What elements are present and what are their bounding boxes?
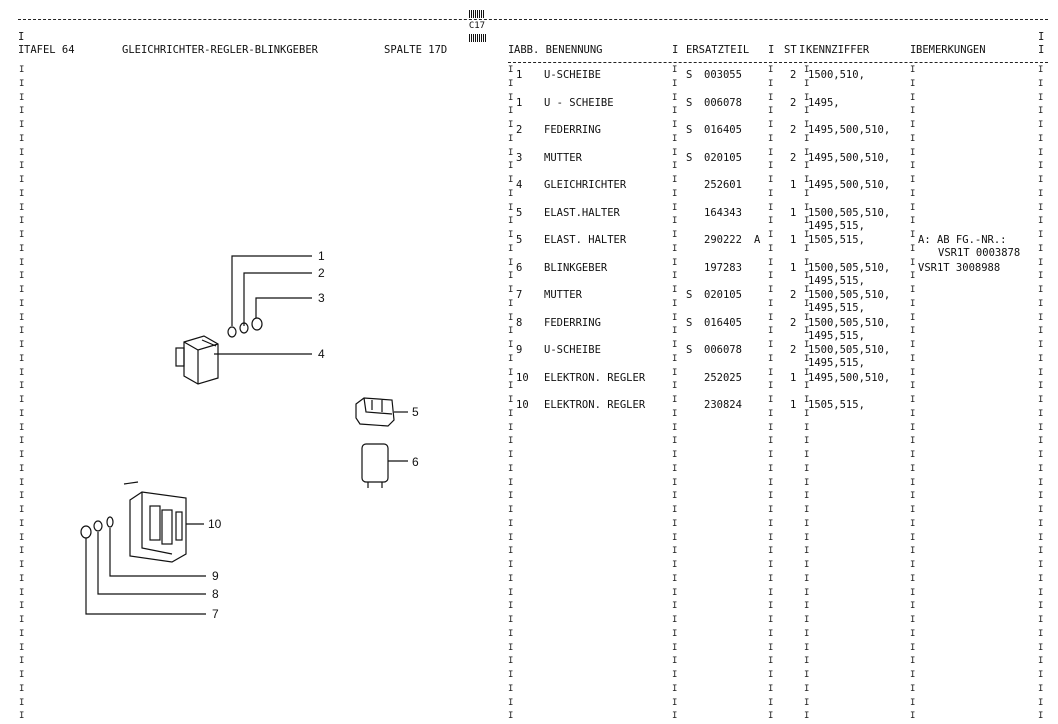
- part-number: 197283: [704, 261, 742, 274]
- part-number: 020105: [704, 151, 742, 164]
- part-number: 006078: [704, 344, 742, 356]
- abb-nr: 4: [516, 179, 523, 191]
- benennung: ELAST. HALTER: [544, 234, 627, 246]
- quantity: 1: [790, 371, 797, 384]
- rule-st: I I I I I I I I I I I I I I I I I I I I I I I I I I I I I I I I I I I I I I I I I I I I I I I I: [768, 65, 774, 722]
- kennziffer-1: 1500,505,510,: [808, 261, 891, 274]
- kennziffer-1: 1505,515,: [808, 234, 865, 246]
- kennziffer-1: 1495,500,510,: [808, 179, 891, 191]
- abb-nr: 1: [516, 96, 523, 109]
- col-header-ersatzteil: ERSATZTEIL: [686, 44, 750, 56]
- part-prefix: S: [686, 151, 693, 164]
- rule-left-edge: I I I I I I I I I I I I I I I I I I I I I I I I I I I I I I I I I I I I I I I I I I I I I I I I: [19, 65, 25, 722]
- quantity: 2: [790, 289, 797, 301]
- page-title: GLEICHRICHTER-REGLER-BLINKGEBER: [122, 44, 318, 56]
- page-marker-text: C17: [468, 21, 486, 31]
- kennziffer-1: 1495,500,510,: [808, 151, 891, 164]
- bemerkung-1: A: AB FG.-NR.:: [918, 234, 1007, 246]
- kennziffer-1: 1500,505,510,: [808, 344, 891, 356]
- quantity: 1: [790, 261, 797, 274]
- kennziffer-1: 1495,500,510,: [808, 124, 891, 136]
- part-prefix: S: [686, 289, 693, 301]
- benennung: BLINKGEBER: [544, 261, 608, 274]
- abb-nr: 10: [516, 399, 529, 411]
- kennziffer-1: 1500,505,510,: [808, 206, 891, 219]
- bemerkung-2: VSR1T 0003878: [938, 247, 1021, 259]
- kennziffer-1: 1495,500,510,: [808, 371, 891, 384]
- abb-nr: 7: [516, 289, 523, 301]
- rule-bemerkungen: I I I I I I I I I I I I I I I I I I I I I I I I I I I I I I I I I I I I I I I I I I I I I I I I: [910, 65, 916, 722]
- col-sep-ersatzteil: I: [672, 44, 679, 56]
- leader-line-8: [98, 532, 206, 594]
- benennung: FEDERRING: [544, 124, 601, 136]
- kennziffer-1: 1500,505,510,: [808, 289, 891, 301]
- nut-3-icon: [252, 318, 262, 330]
- label-7: 7: [212, 607, 219, 621]
- label-10: 10: [208, 517, 222, 531]
- part-number: 006078: [704, 96, 742, 109]
- right-marker: I: [1038, 31, 1045, 43]
- flasher-6-icon: [362, 444, 388, 488]
- leader-line-9: [110, 528, 206, 576]
- label-5: 5: [412, 405, 419, 419]
- part-number: 020105: [704, 289, 742, 301]
- quantity: 2: [790, 316, 797, 329]
- col-header-abb-benennung: ABB. BENENNUNG: [514, 44, 603, 56]
- quantity: 1: [790, 399, 797, 411]
- header-left-bar: I: [18, 44, 25, 56]
- col-sep-abb: I: [508, 44, 515, 56]
- kennziffer-1: 1505,515,: [808, 399, 865, 411]
- label-3: 3: [318, 291, 325, 305]
- quantity: 1: [790, 179, 797, 191]
- bemerkung-1: VSR1T 3008988: [918, 261, 1001, 274]
- abb-nr: 3: [516, 151, 523, 164]
- label-6: 6: [412, 455, 419, 469]
- abb-nr: 6: [516, 261, 523, 274]
- abb-nr: 9: [516, 344, 523, 356]
- benennung: MUTTER: [544, 289, 582, 301]
- benennung: ELEKTRON. REGLER: [544, 399, 646, 411]
- abb-nr: 8: [516, 316, 523, 329]
- benennung: MUTTER: [544, 151, 582, 164]
- part-number: 252025: [704, 371, 742, 384]
- quantity: 2: [790, 69, 797, 81]
- col-sep-bemerkungen: I: [910, 44, 917, 56]
- col-sep-kennziffer: I: [799, 44, 806, 56]
- spring-washer-8-icon: [94, 521, 102, 531]
- label-1: 1: [318, 249, 325, 263]
- part-number: 016405: [704, 124, 742, 136]
- part-number: 290222: [704, 234, 742, 246]
- part-prefix: S: [686, 344, 693, 356]
- spalte-number: SPALTE 17D: [384, 44, 448, 56]
- quantity: 2: [790, 151, 797, 164]
- part-number: 230824: [704, 399, 742, 411]
- benennung: U-SCHEIBE: [544, 344, 601, 356]
- part-mark: A: [754, 234, 761, 246]
- abb-nr: 1: [516, 69, 523, 81]
- kennziffer-1: 1500,510,: [808, 69, 865, 81]
- label-9: 9: [212, 569, 219, 583]
- part-number: 252601: [704, 179, 742, 191]
- benennung: GLEICHRICHTER: [544, 179, 627, 191]
- part-number: 003055: [704, 69, 742, 81]
- nut-7-icon: [81, 526, 91, 538]
- abb-nr: 2: [516, 124, 523, 136]
- part-number: 016405: [704, 316, 742, 329]
- part-number: 164343: [704, 206, 742, 219]
- rule-abb: I I I I I I I I I I I I I I I I I I I I I I I I I I I I I I I I I I I I I I I I I I I I I I I I: [508, 65, 514, 722]
- left-marker: I: [18, 31, 25, 43]
- kennziffer-2: 1495,515,: [808, 357, 865, 369]
- col-header-kennziffer: KENNZIFFER: [806, 44, 870, 56]
- kennziffer-1: 1495,: [808, 96, 840, 109]
- washer-9-icon: [107, 517, 113, 527]
- quantity: 2: [790, 96, 797, 109]
- regulator-10-icon: [130, 492, 186, 562]
- benennung: ELAST.HALTER: [544, 206, 620, 219]
- washer-1-icon: [228, 327, 236, 337]
- label-4: 4: [318, 347, 325, 361]
- header-right-bar: I: [1038, 44, 1045, 56]
- part-prefix: S: [686, 124, 693, 136]
- benennung: FEDERRING: [544, 316, 601, 329]
- tafel-number: TAFEL 64: [24, 44, 75, 56]
- rectifier-4-icon: [176, 336, 218, 384]
- kennziffer-2: 1495,515,: [808, 219, 865, 232]
- quantity: 2: [790, 124, 797, 136]
- kennziffer-1: 1500,505,510,: [808, 316, 891, 329]
- col-header-st: ST: [784, 44, 797, 56]
- part-prefix: S: [686, 316, 693, 329]
- abb-nr: 5: [516, 206, 523, 219]
- label-8: 8: [212, 587, 219, 601]
- leader-line-2: [244, 273, 312, 326]
- col-header-bemerkungen: BEMERKUNGEN: [916, 44, 986, 56]
- quantity: 2: [790, 344, 797, 356]
- label-2: 2: [318, 266, 325, 280]
- abb-nr: 10: [516, 371, 529, 384]
- part-prefix: S: [686, 96, 693, 109]
- kennziffer-2: 1495,515,: [808, 329, 865, 342]
- rule-kennziffer: I I I I I I I I I I I I I I I I I I I I I I I I I I I I I I I I I I I I I I I I I I I I I I I I: [804, 65, 810, 722]
- quantity: 1: [790, 206, 797, 219]
- abb-nr: 5: [516, 234, 523, 246]
- kennziffer-2: 1495,515,: [808, 274, 865, 287]
- benennung: U - SCHEIBE: [544, 96, 614, 109]
- quantity: 1: [790, 234, 797, 246]
- rule-right-edge: I I I I I I I I I I I I I I I I I I I I I I I I I I I I I I I I I I I I I I I I I I I I I I I I: [1038, 65, 1044, 722]
- benennung: ELEKTRON. REGLER: [544, 371, 646, 384]
- rule-ersatzteil: I I I I I I I I I I I I I I I I I I I I I I I I I I I I I I I I I I I I I I I I I I I I I I I I: [672, 65, 678, 722]
- elastic-holder-5-icon: [356, 398, 394, 426]
- col-sep-st: I: [768, 44, 775, 56]
- kennziffer-2: 1495,515,: [808, 302, 865, 314]
- benennung: U-SCHEIBE: [544, 69, 601, 81]
- leader-line-3: [256, 298, 312, 318]
- part-prefix: S: [686, 69, 693, 81]
- connector-line: [124, 482, 138, 484]
